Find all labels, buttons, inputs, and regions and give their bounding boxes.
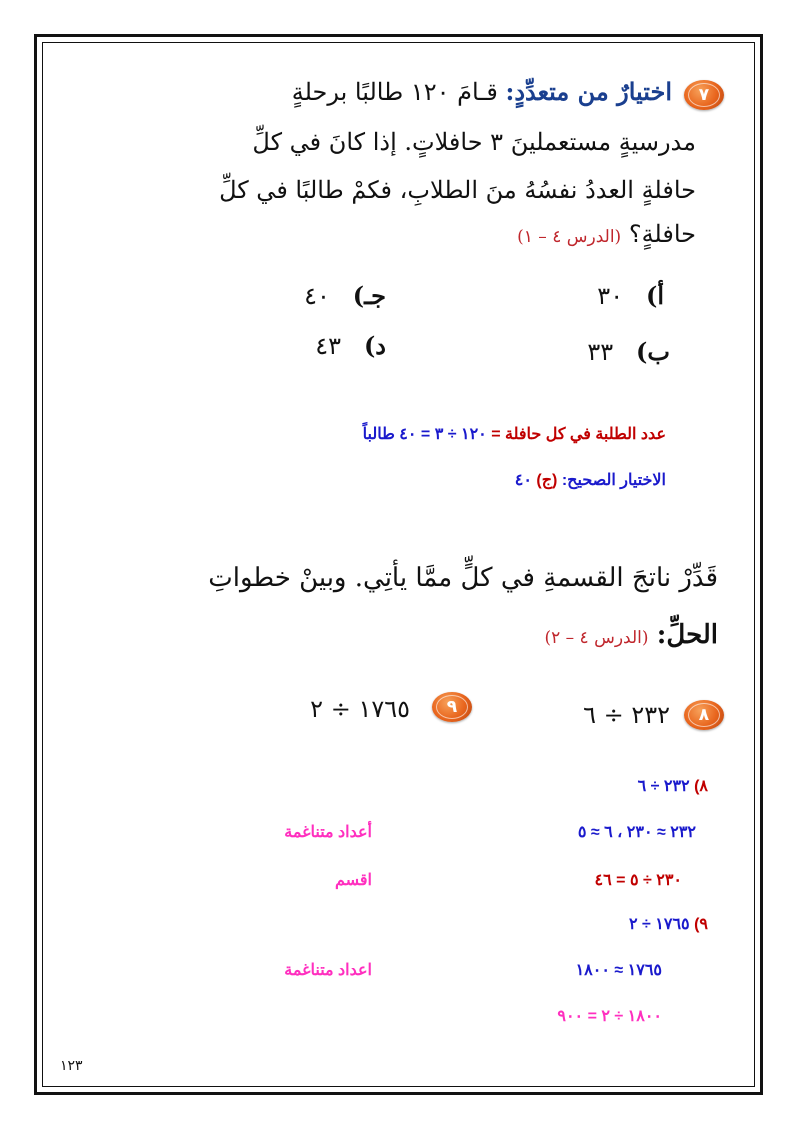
question-7-number: ٧ xyxy=(698,85,710,105)
solution-8-header xyxy=(638,776,708,796)
choice-c-value: ٤٠ xyxy=(304,282,330,310)
question-9-number: ٩ xyxy=(446,697,458,717)
choice-b-letter: ب) xyxy=(636,337,670,366)
choice-c-letter: جـ) xyxy=(352,281,386,310)
solution-9-step2: ١٨٠٠ ÷ ٢ = ٩٠٠ xyxy=(557,1008,662,1025)
solution-8-step2: ٢٣٠ ÷ ٥ = ٤٦ xyxy=(594,872,682,889)
question-7-badge xyxy=(684,80,724,110)
choice-d[interactable] xyxy=(315,331,386,360)
question-7-line2: مدرسيةٍ مستعملينَ ٣ حافلاتٍ. إذا كانَ في كلِّ xyxy=(252,128,696,156)
question-7-line3: حافلةٍ العددُ نفسُهُ منَ الطلابِ، فكمْ طالبًا في كلِّ xyxy=(219,176,696,204)
choice-a-value: ٣٠ xyxy=(597,282,624,310)
q7-solution-label: عدد الطلبة في كل حافلة = xyxy=(491,426,666,443)
question-7-line1-text: قـامَ ١٢٠ طالبًا برحلةٍ xyxy=(291,78,498,106)
solution-8-expression: ٢٣٢ ÷ ٦ xyxy=(637,778,690,795)
question-7-line4 xyxy=(517,222,696,246)
question-8-expression: ٢٣٢ ÷ ٦ xyxy=(583,701,670,729)
page-number: ١٢٣ xyxy=(60,1058,83,1074)
question-8-number: ٨ xyxy=(698,705,710,725)
solution-8-step1: ٢٣٢ ≈ ٢٣٠ ، ٦ ≈ ٥ xyxy=(577,824,696,841)
choice-c[interactable] xyxy=(304,281,386,310)
question-7-line1 xyxy=(291,77,672,106)
choice-d-letter: د) xyxy=(363,331,386,360)
q7-answer-value: ٤٠ xyxy=(514,472,532,489)
question-9-badge xyxy=(432,692,472,722)
lesson-ref-4-2: (الدرس ٤ – ٢) xyxy=(544,628,649,648)
q7-answer-choice: (ج) xyxy=(536,472,558,489)
solution-8-note1: أعداد متناغمة xyxy=(284,824,372,841)
solution-9-note1: اعداد متناغمة xyxy=(284,962,372,979)
section-instruction-line1: قَدِّرْ ناتجَ القسمةِ في كلٍّ ممَّا يأتِي. وبينْ خطواتِ xyxy=(208,563,718,593)
question-7-line4-text: حافلةٍ؟ xyxy=(628,220,696,248)
choice-a-letter: أ) xyxy=(645,281,664,310)
question-7-title: اختيارٌ من متعدِّدٍ: xyxy=(505,77,672,106)
solution-9-step1: ١٧٦٥ ≈ ١٨٠٠ xyxy=(575,962,662,979)
lesson-ref-4-1: (الدرس ٤ – ١) xyxy=(517,227,622,247)
solution-8-note2: اقسم xyxy=(334,872,372,889)
q7-solution-equation: ١٢٠ ÷ ٣ = ٤٠ طالباً xyxy=(362,426,487,443)
q7-answer-label: الاختيار الصحيح: xyxy=(561,472,666,489)
question-9-expression: ١٧٦٥ ÷ ٢ xyxy=(310,695,410,723)
solution-8-label: ٨) xyxy=(694,778,708,795)
q7-answer-line xyxy=(515,470,666,490)
choice-d-value: ٤٣ xyxy=(315,332,342,360)
choice-b-value: ٣٣ xyxy=(587,338,614,366)
question-8-badge xyxy=(684,700,724,730)
choice-b[interactable] xyxy=(587,337,670,366)
solution-9-header xyxy=(629,914,708,934)
q7-solution-line xyxy=(363,424,666,444)
solution-9-expression: ١٧٦٥ ÷ ٢ xyxy=(628,916,690,933)
choice-a[interactable] xyxy=(597,281,664,310)
section-instruction-line2 xyxy=(544,620,718,650)
solution-9-label: ٩) xyxy=(694,916,708,933)
section-instruction-line2-text: الحلِّ: xyxy=(656,620,718,650)
